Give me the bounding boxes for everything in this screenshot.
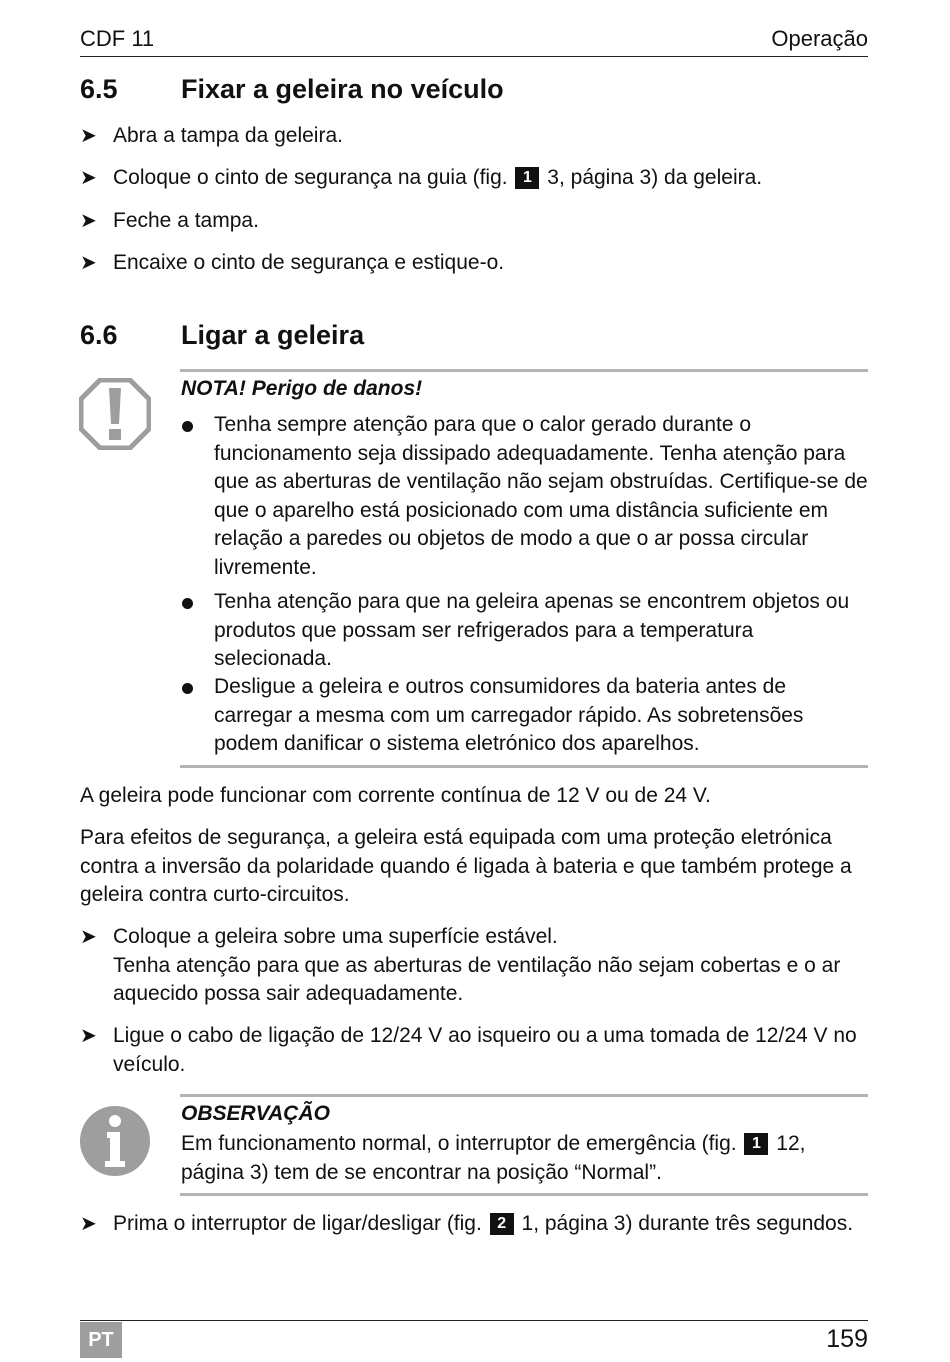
figure-ref-badge: 2 — [490, 1213, 514, 1235]
exclamation-octagon-icon — [79, 378, 151, 450]
note-item: Tenha sempre atenção para que o calor gerado durante o funcionamento seja dissipado adequadamente. Tenha atenção para que as aberturas de ventilação não sejam obstruídas. Certifique-se de que o aparelho está posicionado com uma distância suficiente em relação a paredes ou objetos de modo a que o ar possa circular livremente. — [180, 411, 868, 582]
language-tab: PT — [80, 1322, 122, 1358]
step-text: Coloque o cinto de segurança na guia (fig. — [113, 166, 508, 189]
observation-bottom-rule — [180, 1193, 868, 1196]
step-text-cont: 1, página 3) durante três segundos. — [521, 1212, 854, 1235]
step-connect-cable — [80, 1022, 870, 1079]
chapter-title: Operação — [771, 26, 868, 51]
step-text: Encaixe o cinto de segurança e estique-o. — [113, 251, 505, 274]
bullet-dot — [182, 421, 193, 432]
figure-ref-badge: 1 — [515, 167, 539, 189]
bullet-dot — [182, 598, 193, 609]
step-open-lid — [80, 122, 870, 151]
info-circle-icon — [79, 1105, 151, 1177]
figure-ref-badge: 1 — [744, 1133, 768, 1155]
arrowhead-icon: ➤ — [80, 125, 97, 147]
note-item: Tenha atenção para que na geleira apenas se encontrem objetos ou produtos que possam ser refrigerados para a temperatura selecionada. — [180, 588, 868, 674]
section-6-6-title: Ligar a geleira — [181, 320, 365, 350]
step-result-text: Tenha atenção para que as aberturas de ventilação não sejam cobertas e o ar aquecido possa sair adequadamente. — [113, 953, 841, 1005]
header-rule — [80, 56, 868, 57]
note-item: Desligue a geleira e outros consumidores da bateria antes de carregar a mesma com um carregador rápido. As sobretensões podem danificar o sistema eletrónico dos aparelhos. — [180, 673, 868, 759]
observation-top-rule — [180, 1094, 868, 1097]
section-6-6-number: 6.6 — [80, 320, 118, 350]
step-text: Abra a tampa da geleira. — [113, 124, 343, 147]
step-text: Coloque a geleira sobre uma superfície estável. — [113, 925, 558, 948]
step-text: Ligue o cabo de ligação de 12/24 V ao isqueiro ou a uma tomada de 12/24 V no veículo. — [113, 1024, 857, 1076]
step-text-cont: 3, página 3) da geleira. — [547, 166, 763, 189]
paragraph-voltage: A geleira pode funcionar com corrente contínua de 12 V ou de 24 V. — [80, 784, 711, 807]
document-code: CDF 11 — [80, 26, 155, 51]
page-number: 159 — [826, 1325, 868, 1353]
section-6-5-title: Fixar a geleira no veículo — [181, 74, 504, 104]
arrowhead-icon: ➤ — [80, 1213, 97, 1235]
bullet-dot — [182, 683, 193, 694]
arrowhead-icon: ➤ — [80, 210, 97, 232]
step-place-belt — [80, 164, 870, 193]
observation-text: Em funcionamento normal, o interruptor de emergência (fig. 1 12, página 3) tem de se encontrar na posição “Normal”. — [181, 1132, 806, 1184]
note-bottom-rule — [180, 765, 868, 768]
note-title: NOTA! Perigo de danos! — [181, 377, 423, 400]
step-press-switch — [80, 1210, 870, 1239]
arrowhead-icon: ➤ — [80, 252, 97, 274]
observation-title: OBSERVAÇÃO — [181, 1102, 330, 1125]
step-fasten-belt — [80, 249, 870, 278]
arrowhead-icon: ➤ — [80, 926, 97, 948]
note-top-rule — [180, 369, 868, 372]
paragraph-protection: Para efeitos de segurança, a geleira está equipada com uma proteção eletrónica contra a inversão da polaridade quando é ligada à bateria e que também protege a geleira contra curto-circuitos. — [80, 826, 852, 906]
footer-rule — [80, 1320, 868, 1321]
step-text: Prima o interruptor de ligar/desligar (fig. — [113, 1212, 482, 1235]
arrowhead-icon: ➤ — [80, 1025, 97, 1047]
arrowhead-icon: ➤ — [80, 167, 97, 189]
step-text: Feche a tampa. — [113, 209, 259, 232]
section-6-5-number: 6.5 — [80, 74, 118, 104]
step-close-lid — [80, 207, 870, 236]
step-place-cooler — [80, 923, 870, 1009]
